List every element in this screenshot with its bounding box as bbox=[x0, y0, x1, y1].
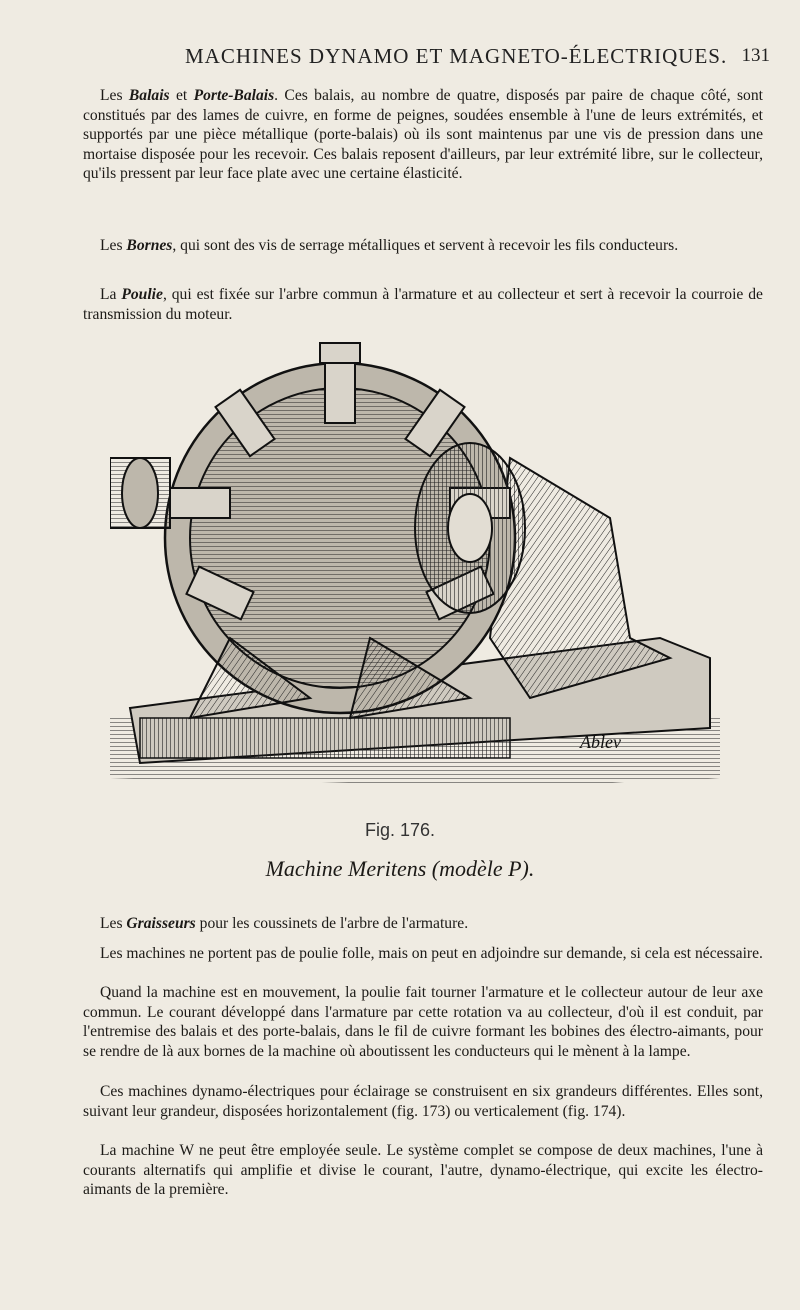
text-fragment: , qui sont des vis de serrage métalliques et servent à recevoir les fils conducteurs. bbox=[172, 237, 679, 254]
figure-label: Fig. 176. bbox=[364, 820, 436, 840]
paragraph-graisseurs bbox=[83, 914, 763, 934]
text-fragment: Les bbox=[100, 915, 127, 932]
text-fragment: Les bbox=[100, 87, 129, 104]
engraver-signature: Ablev bbox=[580, 732, 621, 752]
text-fragment: Les bbox=[100, 237, 127, 254]
page-number: 131 bbox=[741, 45, 770, 66]
terminals bbox=[320, 343, 360, 363]
text-fragment: et bbox=[169, 87, 194, 104]
term-poulie: Poulie bbox=[121, 286, 163, 303]
paragraph-machine-w: La machine W ne peut être employée seule. Le système complet se compose de deux machines, l'une à courants alternatifs qui amplifie et divise le courant, l'autre, dynamo-électrique, qui excite les électro-aimants de la première. bbox=[83, 1142, 763, 1199]
running-header bbox=[0, 44, 800, 70]
term-balais: Balais bbox=[128, 87, 170, 104]
pulley-face bbox=[122, 458, 158, 528]
text-fragment: . Ces balais, au nombre de quatre, disposés par paire de chaque côté, sont constitués par des lames de cuivre, en forme de peignes, soudées ensemble à l'une de leurs extrémités, et supportés par une pièce métallique (porte-balais) où ils sont maintenus par une vis de pression dans une mortaise disposée pour les recevoir. Ces balais reposent d'ailleurs, par leur extrémité libre, sur le collecteur, qu'ils pressent par leur face plate avec une certaine élasticité. bbox=[83, 87, 763, 183]
paragraph-mouvement: Quand la machine est en mouvement, la poulie fait tourner l'armature et le collecteur autour de leur axe commun. Le courant développé dans l'armature par cette rotation va au collecteur, d'où il est conduit, par l'entremise des balais et des porte-balais, dans le fil de cuivre formant les bobines des électro-aimants, pour se rendre de là aux bornes de la machine où aboutissent les conducteurs qui le mènent à la lampe. bbox=[83, 984, 763, 1060]
paragraph-poulie bbox=[83, 285, 763, 324]
term-porte-balais: Porte-Balais bbox=[193, 87, 275, 104]
paragraph-bornes bbox=[83, 236, 763, 256]
dynamo-machine-illustration bbox=[110, 338, 730, 800]
running-title: MACHINES DYNAMO ET MAGNETO-ÉLECTRIQUES. bbox=[185, 44, 728, 68]
figure-176-engraving bbox=[110, 338, 730, 800]
figure-caption: Machine Meritens (modèle P). bbox=[265, 856, 535, 881]
collector bbox=[448, 494, 492, 562]
term-bornes: Bornes bbox=[126, 237, 173, 254]
paragraph-balais bbox=[83, 86, 763, 184]
term-graisseurs: Graisseurs bbox=[126, 915, 196, 932]
text-fragment: , qui est fixée sur l'arbre commun à l'armature et au collecteur et sert à recevoir la courroie de transmission du moteur. bbox=[83, 286, 763, 323]
text-fragment: pour les coussinets de l'arbre de l'armature. bbox=[195, 915, 469, 932]
paragraph-grandeurs: Ces machines dynamo-électriques pour éclairage se construisent en six grandeurs différentes. Elles sont, suivant leur grandeur, disposées horizontalement (fig. 173) ou verticalement (fig. 174). bbox=[83, 1083, 763, 1120]
base-front-ribs bbox=[140, 718, 510, 758]
text-fragment: La bbox=[100, 286, 122, 303]
paragraph-poulie-folle: Les machines ne portent pas de poulie folle, mais on peut en adjoindre sur demande, si cela est nécessaire. bbox=[100, 945, 763, 962]
